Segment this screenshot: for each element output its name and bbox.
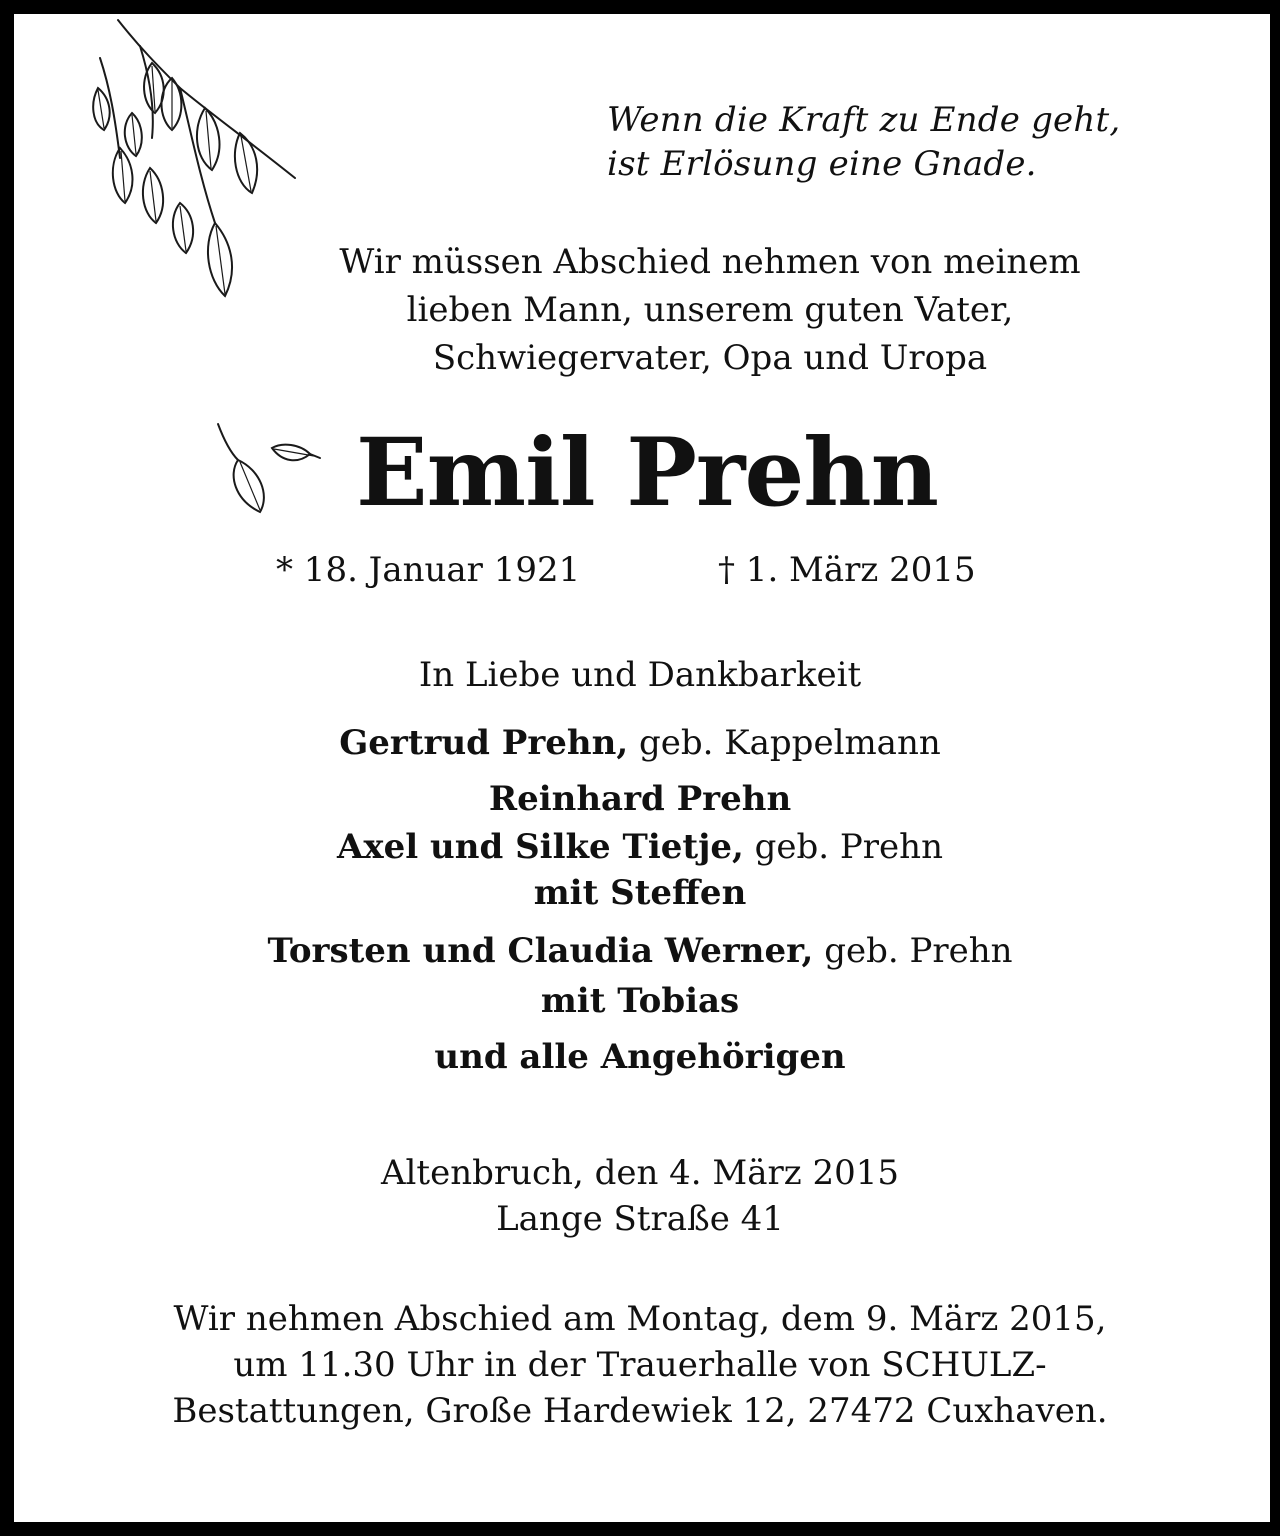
mourner-line [0,978,1280,1024]
birth-date: * 18. Januar 1921 [276,550,581,590]
mourner-line [0,824,1280,870]
place-date: Altenbruch, den 4. März 2015 [380,1153,899,1193]
mourner-name: und alle Angehörigen [434,1037,846,1077]
mourner-line [0,720,1280,766]
closing-phrase: In Liebe und Dankbarkeit [418,655,862,695]
motto-line-2: ist Erlösung eine Gnade. [607,144,1037,184]
mourner-note: geb. Prehn [743,827,943,867]
mourner-line [0,870,1280,916]
address: Lange Straße 41 [496,1199,784,1239]
deceased-name: Emil Prehn [356,418,938,528]
mourner-name: Axel und Silke Tietje, [337,827,744,867]
intro-text [0,238,1280,382]
intro-line-2: lieben Mann, unserem guten Vater, [406,290,1014,330]
mourner-note: geb. Prehn [813,931,1013,971]
mourner-line [0,928,1280,974]
mourner-name: Reinhard Prehn [488,779,792,819]
intro-line-3: Schwiegervater, Opa und Uropa [432,338,988,378]
mourner-name: mit Steffen [533,873,747,913]
motto-line-1: Wenn die Kraft zu Ende geht, [607,100,1121,140]
falling-leaves-icon [210,420,330,520]
mourner-line [0,776,1280,822]
mourner-name: Torsten und Claudia Werner, [267,931,814,971]
funeral-line-2: um 11.30 Uhr in der Trauerhalle von SCHULZ- [233,1345,1047,1385]
motto [607,98,1227,186]
funeral-line-1: Wir nehmen Abschied am Montag, dem 9. März 2015, [173,1299,1107,1339]
funeral-line-3: Bestattungen, Große Hardewiek 12, 27472 Cuxhaven. [172,1391,1108,1431]
mourner-line [0,1034,1280,1080]
mourner-name: Gertrud Prehn, [339,723,629,763]
mourner-name: mit Tobias [540,981,740,1021]
intro-line-1: Wir müssen Abschied nehmen von meinem [339,242,1081,282]
mourner-note: geb. Kappelmann [628,723,941,763]
death-date: † 1. März 2015 [718,550,976,590]
